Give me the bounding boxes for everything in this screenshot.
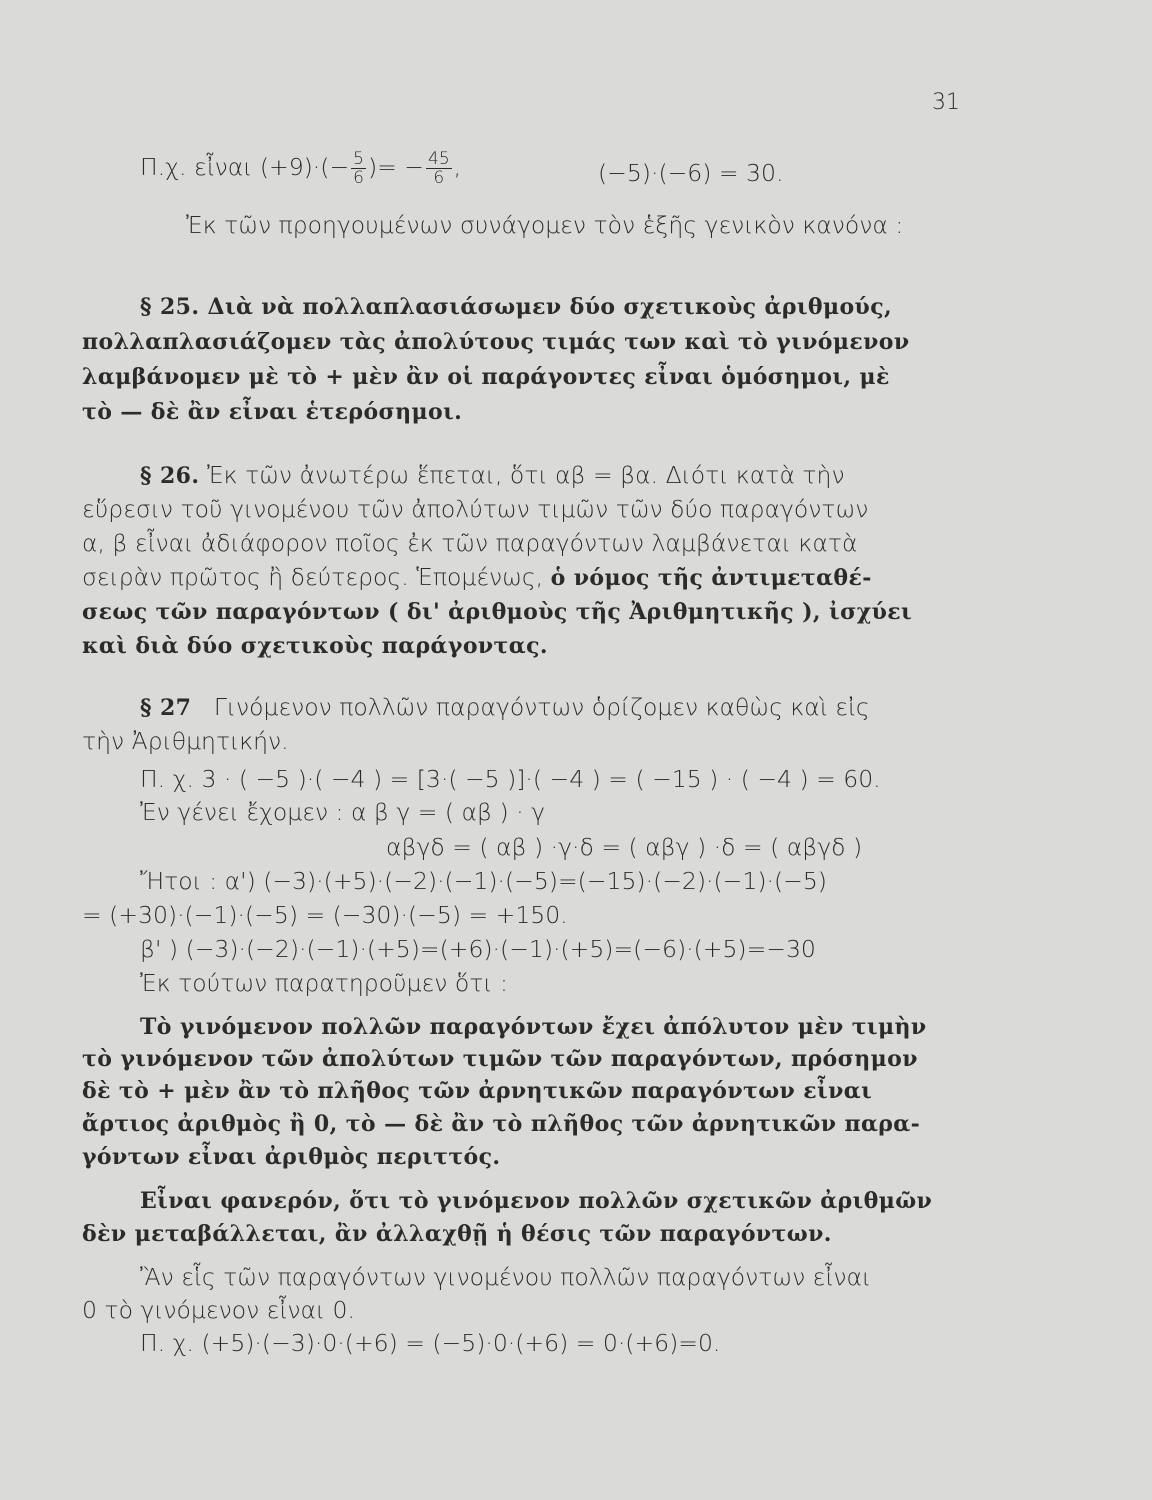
s27-general-1: Ἐν γένει ἔχομεν : α β γ = ( αβ ) · γ <box>140 798 545 826</box>
zero-line-1: Ἂν εἷς τῶν παραγόντων γινομένου πολλῶν παραγόντων εἶναι <box>140 1263 872 1291</box>
s27-number: § 27 <box>140 695 192 721</box>
s27-line-1: § 27 Γινόμενον πολλῶν παραγόντων ὁρίζομεν καθὼς καὶ εἰς <box>140 693 870 721</box>
s27-line-2: τὴν Ἀριθμητικήν. <box>82 727 289 755</box>
s27-case-b: β' ) (−3)·(−2)·(−1)·(+5)=(+6)·(−1)·(+5)=(−6)·(+5)=−30 <box>140 935 816 963</box>
s26-line-3: α, β εἶναι ἀδιάφορον ποῖος ἐκ τῶν παραγόντων λαμβάνεται κατὰ <box>82 529 858 557</box>
example-fractions: Π.χ. εἶναι (+9)·(− $\frac{5}{6}$ )= − $\frac{45}{6}$ , <box>140 149 462 188</box>
s26-line-2: εὕρεσιν τοῦ γινομένου τῶν ἀπολύτων τιμῶν τῶν δύο παραγόντων <box>82 495 869 523</box>
s27-observation: Ἐκ τούτων παρατηροῦμεν ὅτι : <box>140 969 508 997</box>
rule-line-3: δὲ τὸ + μὲν ἂν τὸ πλῆθος τῶν ἀρνητικῶν παραγόντων εἶναι <box>82 1078 873 1104</box>
s27-case-a-2: = (+30)·(−1)·(−5) = (−30)·(−5) = +150. <box>82 901 568 929</box>
obvious-line-2: δὲν μεταβάλλεται, ἂν ἀλλαχθῇ ἡ θέσις τῶν παραγόντων. <box>82 1221 832 1247</box>
s27-example: Π. χ. 3 · ( −5 )·( −4 ) = [3·( −5 )]·( −4 ) = ( −15 ) · ( −4 ) = 60. <box>140 765 881 793</box>
example-product: (−5)·(−6) = 30. <box>598 159 784 187</box>
page-number: 31 <box>932 90 960 115</box>
final-example: Π. χ. (+5)·(−3)·0·(+6) = (−5)·0·(+6) = 0·(+6)=0. <box>140 1329 721 1357</box>
s27-case-a-1: Ἤτοι : α') (−3)·(+5)·(−2)·(−1)·(−5)=(−15)·(−2)·(−1)·(−5) <box>140 867 827 895</box>
s25-line-1: § 25. Διὰ νὰ πολλαπλασιάσωμεν δύο σχετικοὺς ἀριθμούς, <box>140 294 893 320</box>
rule-line-1: Τὸ γινόμενον πολλῶν παραγόντων ἔχει ἀπόλυτον μὲν τιμὴν <box>140 1014 927 1040</box>
s26-line-4: σειρὰν πρῶτος ἢ δεύτερος. Ἑπομένως, ὁ νόμος τῆς ἀντιμεταθέ- <box>82 563 872 591</box>
s27-general-2: αβγδ = ( αβ ) ·γ·δ = ( αβγ ) ·δ = ( αβγδ ) <box>386 833 863 861</box>
rule-line-2: τὸ γινόμενον τῶν ἀπολύτων τιμῶν τῶν παραγόντων, πρόσημον <box>82 1046 918 1072</box>
s25-line-2: πολλαπλασιάζομεν τὰς ἀπολύτους τιμάς των καὶ τὸ γινόμενον <box>82 329 910 355</box>
rule-line-4: ἄρτιος ἀριθμὸς ἢ 0, τὸ — δὲ ἂν τὸ πλῆθος τῶν ἀρνητικῶν παρα- <box>82 1111 921 1137</box>
s25-line-3: λαμβάνομεν μὲ τὸ + μὲν ἂν οἱ παράγοντες εἶναι ὁμόσημοι, μὲ <box>82 364 890 390</box>
fraction-5-6: $\frac{5}{6}$ <box>353 149 364 188</box>
intro-sentence: Ἐκ τῶν προηγουμένων συνάγομεν τὸν ἑξῆς γενικὸν κανόνα : <box>186 211 904 239</box>
s25-line-4: τὸ — δὲ ἂν εἶναι ἑτερόσημοι. <box>82 399 463 425</box>
rule-line-5: γόντων εἶναι ἀριθμὸς περιττός. <box>82 1144 501 1170</box>
example-prefix: Π.χ. εἶναι (+9)·(− <box>140 153 350 181</box>
zero-line-2: 0 τὸ γινόμενον εἶναι 0. <box>82 1296 355 1324</box>
fraction-45-6: $\frac{45}{6}$ <box>428 149 450 188</box>
s26-line-6: καὶ διὰ δύο σχετικοὺς παράγοντας. <box>82 633 548 659</box>
s26-line-5: σεως τῶν παραγόντων ( δι' ἀριθμοὺς τῆς Ἀριθμητικῆς ), ἰσχύει <box>82 599 913 625</box>
s26-line-1: § 26. Ἐκ τῶν ἀνωτέρω ἕπεται, ὅτι αβ = βα. Διότι κατὰ τὴν <box>140 461 845 489</box>
s26-number: § 26. <box>140 463 200 489</box>
obvious-line-1: Εἶναι φανερόν, ὅτι τὸ γινόμενον πολλῶν σχετικῶν ἀριθμῶν <box>140 1188 933 1214</box>
example-mid: )= − <box>367 153 424 181</box>
